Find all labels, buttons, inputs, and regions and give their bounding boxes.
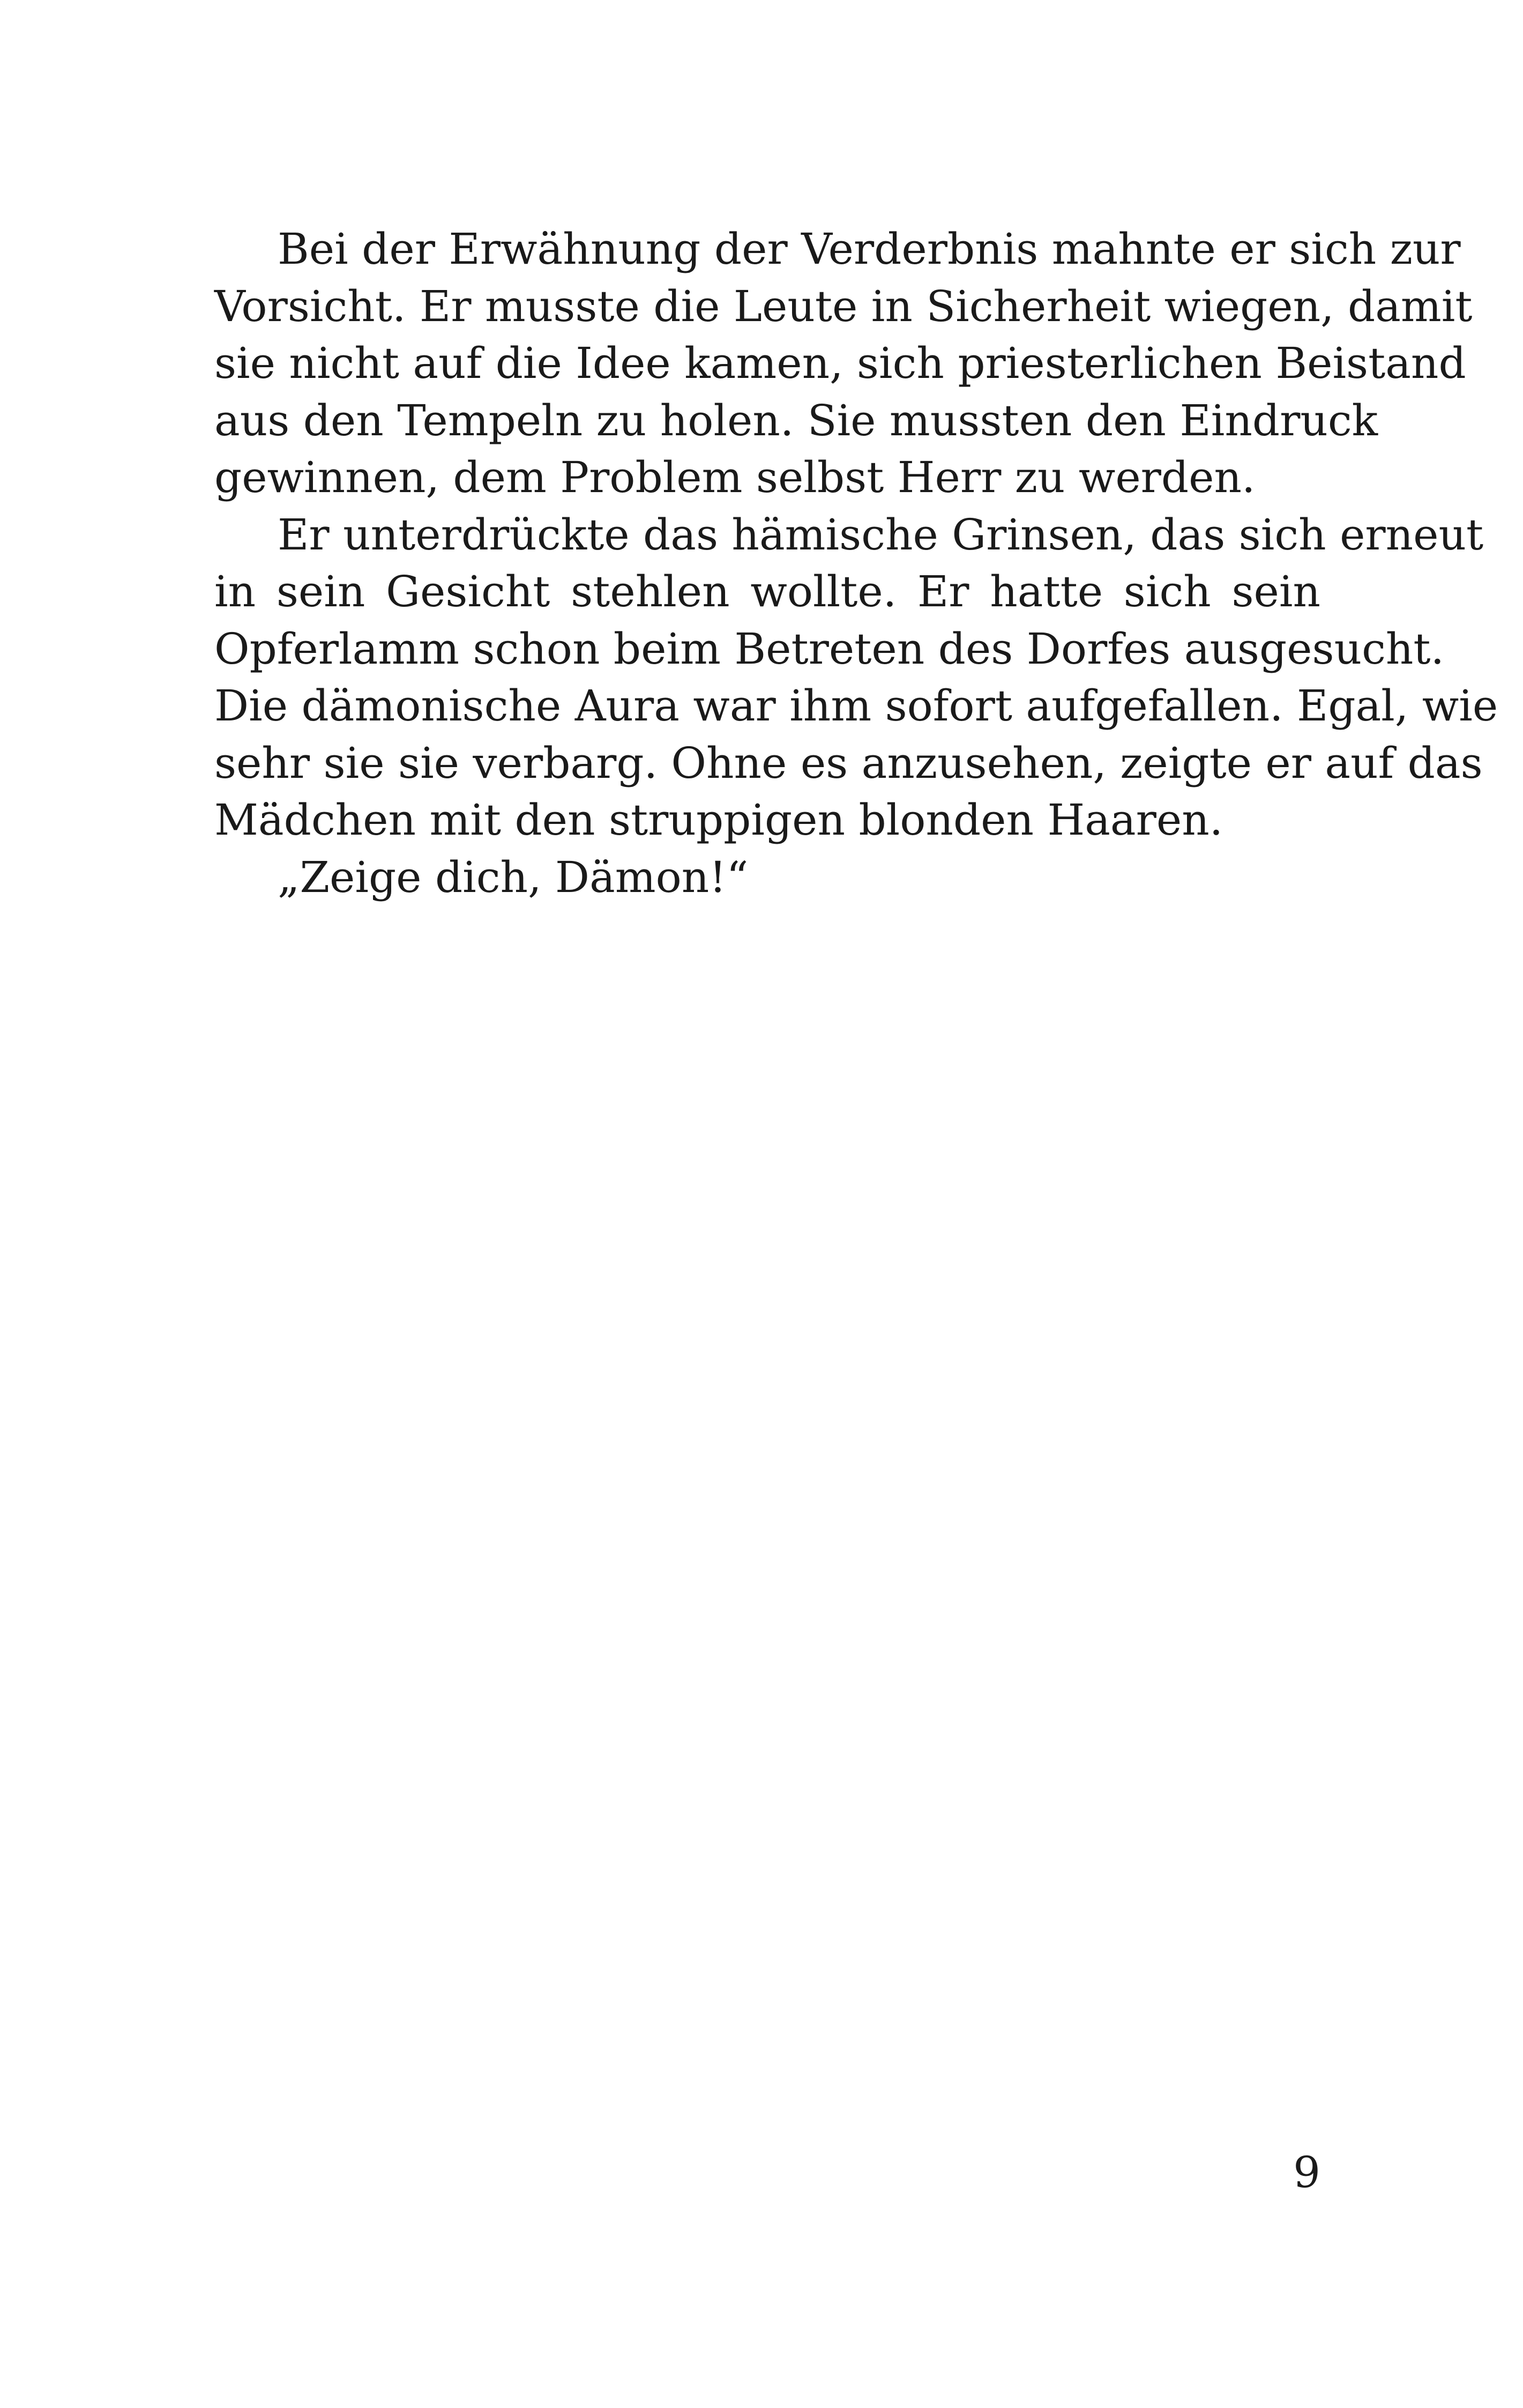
text-line: Opferlamm schon beim Betreten des Dorfes ausgesucht. bbox=[214, 623, 1444, 674]
text-line: Die dämonische Aura war ihm sofort aufgefallen. Egal, wie bbox=[214, 681, 1498, 731]
page-number: 9 bbox=[1293, 2147, 1320, 2197]
body-text bbox=[214, 221, 1498, 906]
text-line: aus den Tempeln zu holen. Sie mussten den Eindruck bbox=[214, 395, 1378, 445]
text-line: „Zeige dich, Dämon!“ bbox=[278, 852, 749, 902]
text-line: gewinnen, dem Problem selbst Herr zu werden. bbox=[214, 452, 1256, 502]
text-line: Er unterdrückte das hämische Grinsen, das sich erneut bbox=[278, 509, 1484, 560]
text-line: Vorsicht. Er musste die Leute in Sicherheit wiegen, damit bbox=[214, 281, 1473, 331]
text-line: Mädchen mit den struppigen blonden Haaren. bbox=[214, 795, 1223, 845]
text-line: Bei der Erwähnung der Verderbnis mahnte er sich zur bbox=[278, 224, 1461, 274]
text-line: sie nicht auf die Idee kamen, sich priesterlichen Beistand bbox=[214, 338, 1466, 388]
text-line: in sein Gesicht stehlen wollte. Er hatte sich sein bbox=[214, 567, 1320, 616]
text-line: sehr sie sie verbarg. Ohne es anzusehen, zeigte er auf das bbox=[214, 738, 1483, 788]
